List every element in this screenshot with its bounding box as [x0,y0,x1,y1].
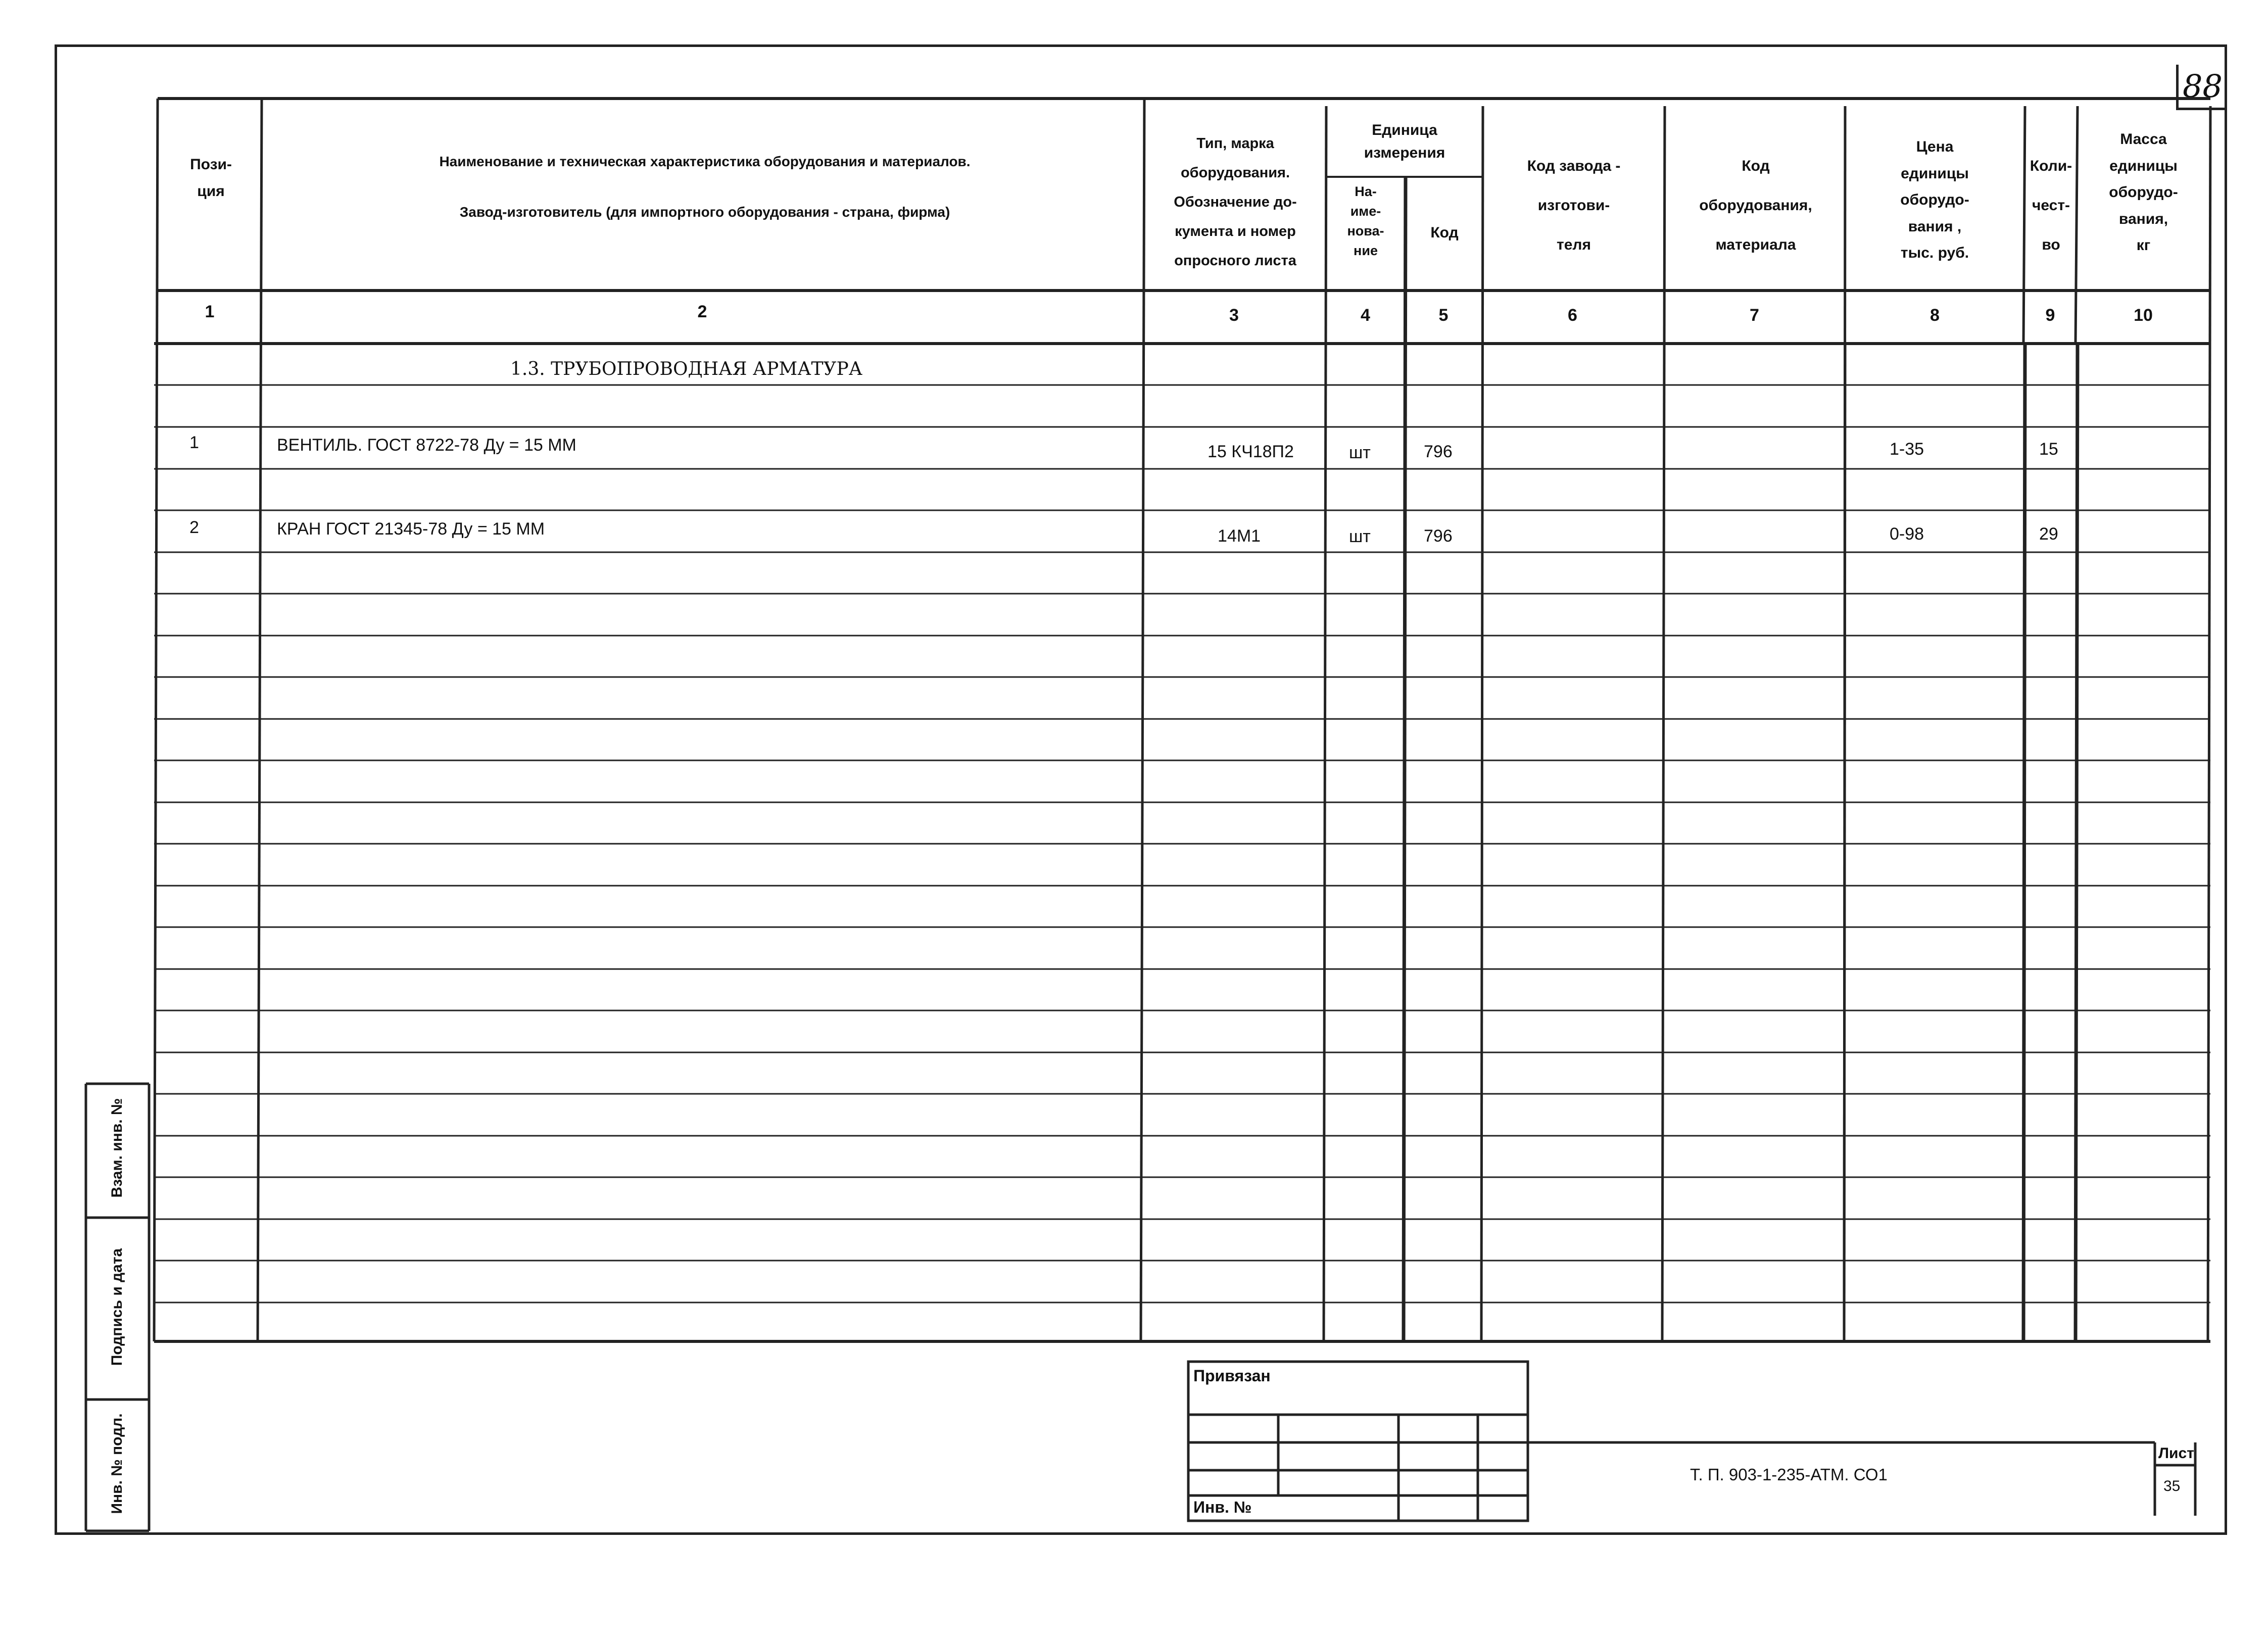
title-block-privyazan: Привязан [1193,1367,1271,1385]
row-unit: шт [1349,527,1371,546]
header-equipment-code: Код оборудования, материала [1699,158,1812,253]
header-unit-code: Код [1430,224,1459,241]
sheet-number: 35 [2163,1478,2181,1494]
side-stamp-vzam: Взам. инв. № [109,1098,125,1198]
sheet-mark: 88 [2176,65,2227,110]
header-factory-code: Код завода - изготови- теля [1527,158,1621,253]
column-number: 5 [1438,306,1449,325]
row-name: КРАН ГОСТ 21345-78 Ду = 15 ММ [277,519,545,539]
row-unit-code: 796 [1424,442,1453,461]
row-quantity: 15 [2039,440,2058,459]
column-number: 7 [1750,306,1759,325]
column-number: 9 [2045,306,2055,325]
header-mass: Масса единицы оборудо- вания, кг [2109,131,2178,254]
row-type: 14М1 [1218,526,1261,546]
row-type: 15 КЧ18П2 [1208,442,1294,461]
column-number: 2 [697,302,707,321]
header-name-line1: Наименование и техническая характеристика оборудования и материалов. [439,154,971,169]
section-title: 1.3. ТРУБОПРОВОДНАЯ АРМАТУРА [510,359,863,379]
title-block-inv-no: Инв. № [1193,1498,1252,1516]
header-price: Цена единицы оборудо- вания , тыс. руб. [1900,138,1969,261]
header-quantity: Коли- чест- во [2030,158,2072,253]
header-name-line2: Завод-изготовитель (для импортного оборудования - страна, фирма) [459,204,950,220]
column-number: 4 [1361,306,1370,325]
row-price: 0-98 [1890,524,1924,544]
column-number: 6 [1568,306,1577,325]
column-number: 3 [1229,306,1239,325]
sheet-label: Лист [2158,1445,2194,1462]
row-unit: шт [1349,443,1371,462]
header-type: Тип, марка оборудования. Обозначение до- кумента и номер опросного листа [1174,135,1297,269]
side-stamp-inv: Инв. № подл. [109,1413,125,1514]
row-name: ВЕНТИЛЬ. ГОСТ 8722-78 Ду = 15 ММ [277,436,576,455]
row-position: 2 [189,518,199,537]
row-price: 1-35 [1890,440,1924,459]
column-number: 1 [205,302,215,321]
side-stamp-podpis: Подпись и дата [109,1248,125,1366]
header-position: Пози- ция [190,156,232,200]
header-unit-name: На- име- нова- ние [1347,184,1384,259]
column-number: 8 [1930,306,1940,325]
header-unit-group: Единица измерения [1364,122,1445,161]
document-code: Т. П. 903-1-235-АТМ. СО1 [1690,1465,1888,1484]
row-quantity: 29 [2039,524,2058,544]
row-unit-code: 796 [1424,526,1453,546]
column-number: 10 [2134,306,2153,325]
row-position: 1 [189,433,199,452]
